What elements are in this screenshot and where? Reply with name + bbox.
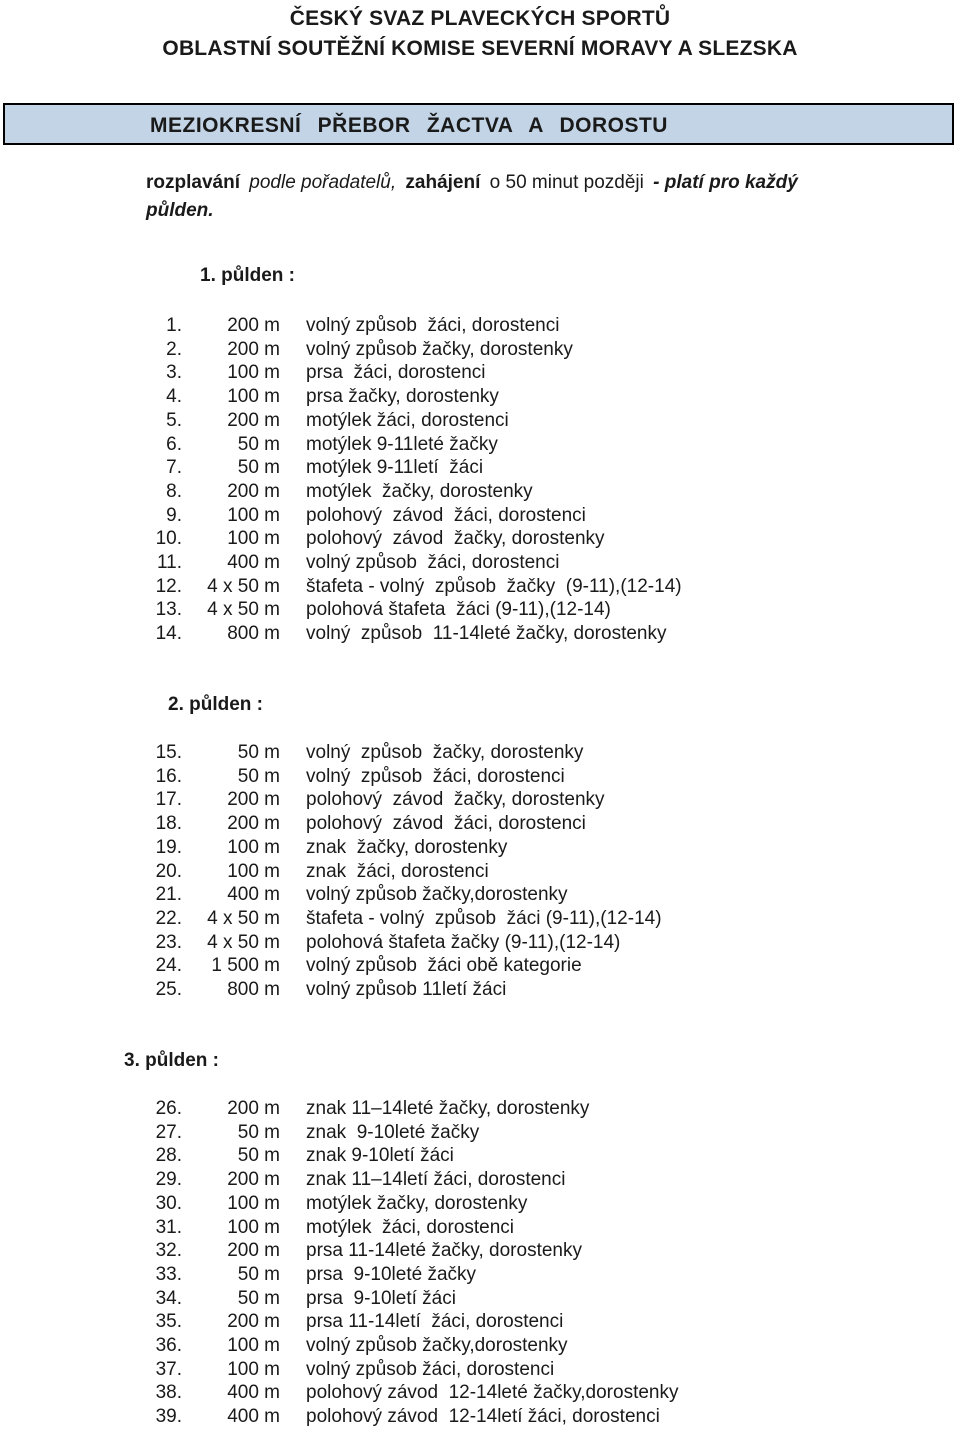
event-number: 12. [155, 575, 182, 597]
event-row [0, 314, 960, 337]
event-row [0, 598, 960, 621]
event-row [0, 1216, 960, 1239]
event-number: 29. [155, 1169, 182, 1191]
event-description: znak 11–14letí žáci, dorostenci [306, 1169, 566, 1191]
event-number: 6. [166, 433, 182, 455]
event-number: 15. [155, 742, 182, 763]
event-number: 5. [166, 409, 182, 431]
event-description: volný způsob žačky,dorostenky [306, 1335, 568, 1356]
event-description: polohový závod žačky, dorostenky [306, 528, 605, 550]
event-number: 13. [155, 599, 182, 621]
event-number: 27. [155, 1121, 182, 1143]
event-row [0, 788, 960, 811]
event-number: 36. [155, 1335, 182, 1356]
event-description: prsa žačky, dorostenky [306, 386, 499, 408]
section-title: 2. půlden : [168, 694, 263, 715]
event-description: motýlek žáci, dorostenci [306, 1216, 515, 1238]
event-number: 7. [166, 457, 182, 479]
title-banner [3, 103, 954, 145]
event-row [0, 1381, 960, 1404]
section-title: 1. půlden : [200, 265, 295, 286]
event-distance: 50 m [237, 1145, 280, 1167]
event-number: 22. [155, 907, 182, 929]
event-distance: 200 m [227, 1240, 280, 1262]
event-number: 38. [155, 1382, 182, 1404]
intro-word-3: zahájení [405, 172, 481, 193]
event-row [0, 1358, 960, 1381]
event-distance: 800 m [227, 623, 280, 645]
event-description: volný způsob žáci, dorostenci [306, 765, 565, 787]
event-description: znak žáci, dorostenci [306, 860, 489, 882]
event-distance: 100 m [227, 504, 280, 526]
event-number: 33. [155, 1263, 182, 1285]
event-row [0, 765, 960, 788]
event-description: polohová štafeta žačky (9-11),(12-14) [306, 931, 621, 953]
event-number: 23. [155, 931, 182, 953]
intro-note [146, 169, 906, 225]
event-number: 31. [155, 1216, 182, 1238]
event-description: znak 9-10leté žačky [306, 1121, 480, 1143]
event-description: motýlek 9-11leté žačky [306, 433, 498, 455]
event-description: polohová štafeta žáci (9-11),(12-14) [306, 599, 611, 621]
section-title: 3. půlden : [124, 1050, 219, 1071]
intro-word-4: o 50 minut později [489, 172, 644, 193]
event-row [0, 1310, 960, 1333]
event-description: volný způsob žačky,dorostenky [306, 884, 568, 906]
event-number: 18. [155, 813, 182, 835]
event-row [0, 812, 960, 835]
event-distance: 400 m [227, 1406, 280, 1428]
event-description: štafeta - volný způsob žáci (9-11),(12-14) [306, 907, 662, 929]
event-description: volný způsob žáci, dorostenci [306, 315, 560, 336]
event-distance: 100 m [227, 860, 280, 882]
event-description: volný způsob žačky, dorostenky [306, 742, 584, 763]
event-row [0, 1239, 960, 1262]
event-row [0, 954, 960, 977]
event-distance: 100 m [227, 386, 280, 408]
event-description: prsa 11-14leté žačky, dorostenky [306, 1240, 582, 1262]
event-number: 30. [155, 1192, 182, 1214]
event-distance: 200 m [227, 789, 280, 811]
event-row [0, 931, 960, 954]
event-row [0, 385, 960, 408]
event-number: 24. [155, 955, 182, 977]
event-description: znak 9-10letí žáci [306, 1145, 454, 1167]
event-description: polohový závod 12-14leté žačky,dorostenky [306, 1382, 679, 1404]
event-number: 1. [166, 315, 182, 336]
event-distance: 200 m [227, 1098, 280, 1119]
header-line-2: OBLASTNÍ SOUTĚŽNÍ KOMISE SEVERNÍ MORAVY A SLEZSKA [162, 37, 798, 60]
event-description: znak 11–14leté žačky, dorostenky [306, 1098, 590, 1119]
event-description: motýlek 9-11letí žáci [306, 457, 484, 479]
event-distance: 50 m [237, 1287, 280, 1309]
event-number: 8. [166, 480, 182, 502]
event-row [0, 1334, 960, 1357]
event-distance: 100 m [227, 1192, 280, 1214]
event-description: volný způsob 11letí žáci [306, 979, 507, 1000]
event-description: volný způsob žáci, dorostenci [306, 1358, 555, 1380]
event-number: 14. [155, 623, 182, 645]
event-distance: 50 m [237, 1121, 280, 1143]
intro-word-5: - platí pro každý [653, 172, 798, 193]
event-description: motýlek žačky, dorostenky [306, 480, 533, 502]
event-number: 9. [166, 504, 182, 526]
event-number: 11. [156, 552, 182, 573]
header-line-1: ČESKÝ SVAZ PLAVECKÝCH SPORTŮ [289, 7, 671, 30]
event-description: motýlek žačky, dorostenky [306, 1192, 528, 1214]
event-row [0, 527, 960, 550]
event-distance: 200 m [227, 315, 280, 336]
event-row [0, 860, 960, 883]
event-row [0, 1121, 960, 1144]
event-row [0, 575, 960, 598]
event-number: 28. [155, 1145, 182, 1167]
event-distance: 100 m [227, 362, 280, 384]
intro-word-1: rozplavání [146, 172, 240, 193]
event-distance: 800 m [227, 979, 280, 1000]
event-number: 2. [166, 338, 182, 360]
event-row [0, 361, 960, 384]
event-description: volný způsob žáci obě kategorie [306, 955, 582, 977]
event-number: 32. [155, 1240, 182, 1262]
event-description: polohový závod žačky, dorostenky [306, 789, 605, 811]
event-distance: 50 m [237, 765, 280, 787]
event-number: 4. [166, 386, 182, 408]
event-row [0, 1287, 960, 1310]
event-row [0, 836, 960, 859]
event-distance: 400 m [227, 884, 280, 906]
event-row [0, 433, 960, 456]
event-number: 17. [155, 789, 182, 811]
event-row [0, 1097, 960, 1120]
event-distance: 4 x 50 m [207, 907, 280, 929]
event-description: štafeta - volný způsob žačky (9-11),(12-14) [306, 575, 682, 597]
event-row [0, 741, 960, 764]
event-distance: 200 m [227, 409, 280, 431]
event-description: volný způsob žačky, dorostenky [306, 338, 573, 360]
event-distance: 200 m [227, 1169, 280, 1191]
event-number: 19. [155, 836, 182, 858]
event-description: prsa 9-10leté žačky [306, 1263, 477, 1285]
event-row [0, 1405, 960, 1428]
event-description: polohový závod žáci, dorostenci [306, 813, 586, 835]
event-distance: 50 m [237, 433, 280, 455]
event-row [0, 1192, 960, 1215]
event-distance: 4 x 50 m [207, 599, 280, 621]
event-row [0, 409, 960, 432]
event-description: volný způsob 11-14leté žačky, dorostenky [306, 623, 667, 645]
event-description: polohový závod 12-14letí žáci, dorostenci [306, 1406, 660, 1428]
event-row [0, 1144, 960, 1167]
event-description: motýlek žáci, dorostenci [306, 409, 509, 431]
event-row [0, 456, 960, 479]
event-distance: 200 m [227, 338, 280, 360]
event-description: prsa 9-10letí žáci [306, 1287, 456, 1309]
event-distance: 200 m [227, 480, 280, 502]
event-distance: 100 m [227, 1216, 280, 1238]
event-description: polohový závod žáci, dorostenci [306, 504, 586, 526]
event-distance: 4 x 50 m [207, 575, 280, 597]
banner-title: MEZIOKRESNÍ PŘEBOR ŽACTVA A DOROSTU [150, 114, 668, 137]
event-number: 25. [155, 979, 182, 1000]
event-row [0, 978, 960, 1001]
event-number: 26. [155, 1098, 182, 1119]
event-description: prsa žáci, dorostenci [306, 362, 486, 384]
event-distance: 1 500 m [211, 955, 280, 977]
event-distance: 50 m [237, 742, 280, 763]
event-description: znak žačky, dorostenky [306, 836, 508, 858]
event-row [0, 338, 960, 361]
event-number: 21. [155, 884, 182, 906]
event-number: 16. [155, 765, 182, 787]
event-row [0, 907, 960, 930]
event-distance: 200 m [227, 1311, 280, 1333]
event-number: 37. [155, 1358, 182, 1380]
event-row [0, 504, 960, 527]
event-distance: 100 m [227, 836, 280, 858]
event-distance: 100 m [227, 528, 280, 550]
event-distance: 4 x 50 m [207, 931, 280, 953]
intro-word-6: půlden. [146, 200, 214, 221]
event-number: 35. [155, 1311, 182, 1333]
event-number: 3. [166, 362, 182, 384]
event-row [0, 883, 960, 906]
event-distance: 50 m [237, 457, 280, 479]
event-distance: 400 m [227, 1382, 280, 1404]
event-row [0, 1168, 960, 1191]
event-distance: 100 m [227, 1335, 280, 1356]
event-distance: 400 m [227, 552, 280, 573]
event-distance: 100 m [227, 1358, 280, 1380]
event-row [0, 551, 960, 574]
event-description: prsa 11-14letí žáci, dorostenci [306, 1311, 564, 1333]
event-row [0, 1263, 960, 1286]
event-distance: 200 m [227, 813, 280, 835]
event-row [0, 622, 960, 645]
event-distance: 50 m [237, 1263, 280, 1285]
event-number: 34. [155, 1287, 182, 1309]
event-number: 20. [155, 860, 182, 882]
event-number: 10. [155, 528, 182, 550]
intro-word-2: podle pořadatelů, [249, 172, 397, 193]
event-number: 39. [155, 1406, 182, 1428]
event-description: volný způsob žáci, dorostenci [306, 552, 560, 573]
event-row [0, 480, 960, 503]
